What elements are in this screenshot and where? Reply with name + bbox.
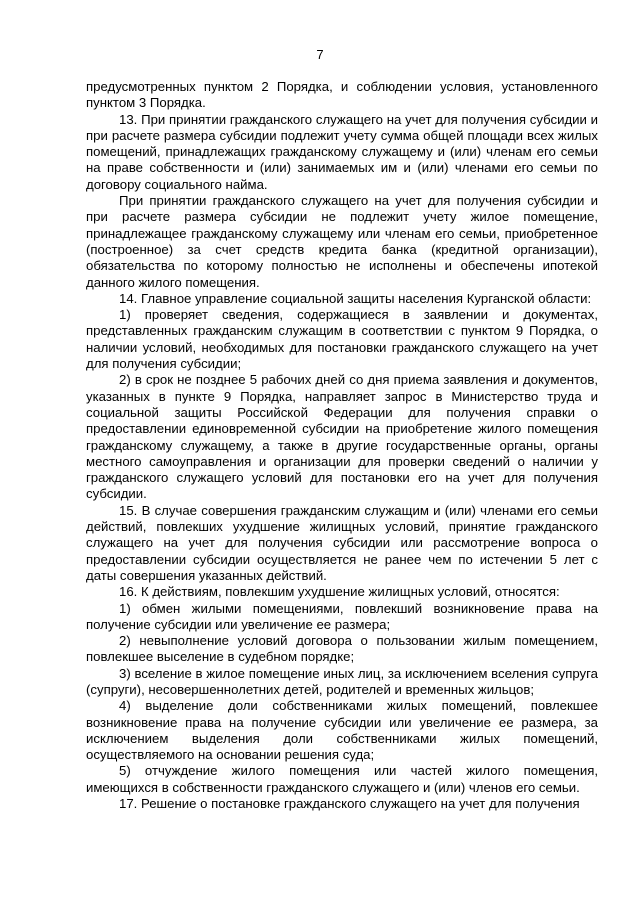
paragraph: При принятии гражданского служащего на учет для получения субсидии и при расчете размера субсидии не подлежит учету жилое помещение, принадлежащее гражданскому служащему или членам его семьи, приобретенное (построенное) за счет средств кредита банка (кредитной организации), обязательства по которому полностью не исполнены и обеспечены ипотекой данного жилого помещения. [86,193,598,290]
paragraph: 2) невыполнение условий договора о пользовании жилым помещением, повлекшее выселение в судебном порядке; [86,633,598,665]
paragraph: 3) вселение в жилое помещение иных лиц, за исключением вселения супруга (супруги), несовершеннолетних детей, родителей и временных жильцов; [86,665,598,697]
document-body [86,79,598,812]
paragraph: 13. При принятии гражданского служащего на учет для получения субсидии и при расчете размера субсидии подлежит учету сумма общей площади всех жилых помещений, принадлежащих гражданскому служащему и (или) членам его семьи на праве собственности и (или) занимаемых им и (или) членами его семьи по договору социального найма. [86,111,598,192]
paragraph: 2) в срок не позднее 5 рабочих дней со дня приема заявления и документов, указанных в пункте 9 Порядка, направляет запрос в Министерство труда и социальной защиты Российской Федерации для получения справки о предоставлении единовременной субсидии на приобретение жилого помещения гражданскому служащему, а также в другие государственные органы, органы местного самоуправления и организации для проверки сведений о наличии у гражданского служащего условий для постановки его на учет для получения субсидии. [86,372,598,502]
paragraph: 1) проверяет сведения, содержащиеся в заявлении и документах, представленных гражданским служащим в соответствии с пунктом 9 Порядка, о наличии условий, необходимых для постановки гражданского служащего на учет для получения субсидии; [86,307,598,372]
paragraph: 5) отчуждение жилого помещения или частей жилого помещения, имеющихся в собственности гражданского служащего и (или) членов его семьи. [86,763,598,795]
paragraph: 14. Главное управление социальной защиты населения Курганской области: [119,290,592,306]
paragraph: 4) выделение доли собственниками жилых помещений, повлекшее возникновение права на получение субсидии или увеличение ее размера, за исключением выделения доли собственниками жилых помещений, осуществляемого на основании решения суда; [86,698,598,763]
paragraph: 16. К действиям, повлекшим ухудшение жилищных условий, относятся: [119,584,560,600]
paragraph: предусмотренных пунктом 2 Порядка, и соблюдении условия, установленного пунктом 3 Порядка. [86,79,598,111]
paragraph: 1) обмен жилыми помещениями, повлекший возникновение права на получение субсидии или увеличение ее размера; [86,600,598,632]
page-number: 7 [316,47,324,62]
paragraph: 17. Решение о постановке гражданского служащего на учет для получения [119,796,580,812]
paragraph: 15. В случае совершения гражданским служащим и (или) членами его семьи действий, повлекших ухудшение жилищных условий, принятие гражданского служащего на учет для получения субсидии или рассмотрение вопроса о предоставлении субсидии осуществляется не ранее чем по истечении 5 лет с даты совершения указанных действий. [86,502,598,583]
